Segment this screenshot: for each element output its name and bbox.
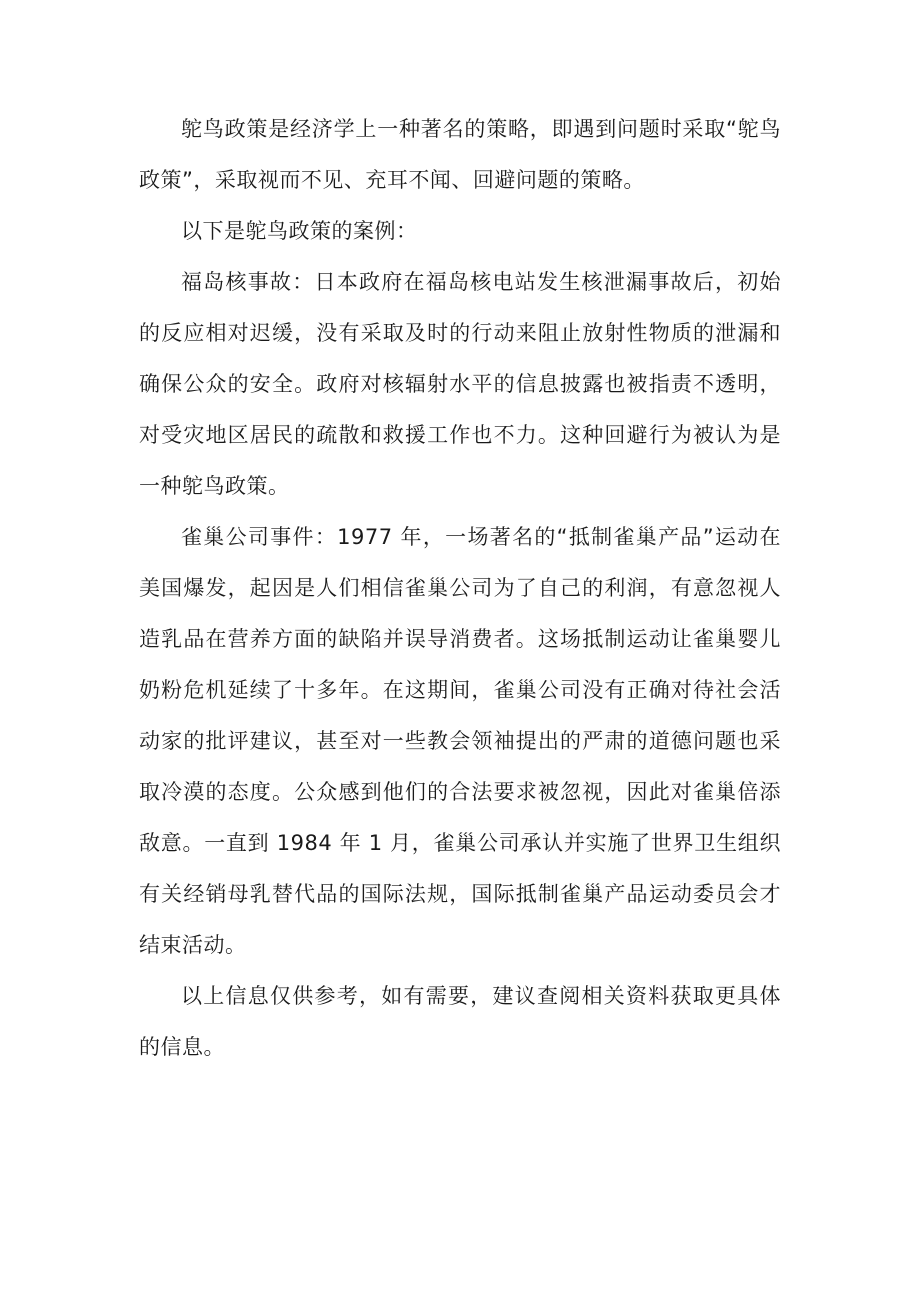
paragraph-disclaimer: 以上信息仅供参考，如有需要，建议查阅相关资料获取更具体的信息。 [139, 984, 781, 1059]
paragraph-nestle: 雀巢公司事件：1977 年，一场著名的“抵制雀巢产品”运动在美国爆发，起因是人们相信雀巢公司为了自己的利润，有意忽视人造乳品在营养方面的缺陷并误导消费者。这场抵制运动让雀巢婴儿奶粉危机延续了十多年。在这期间，雀巢公司没有正确对待社会活动家的批评建议，甚至对一些教会领袖提出的严肃的道德问题也采取冷漠的态度。公众感到他们的合法要求被忽视，因此对雀巢倍添敌意。一直到 1984 年 1 月，雀巢公司承认并实施了世界卫生组织有关经销母乳替代品的国际法规，国际抵制雀巢产品运动委员会才结束活动。 [139, 525, 781, 957]
paragraph-cases-heading: 以下是鸵鸟政策的案例： [181, 219, 418, 243]
paragraph-fukushima: 福岛核事故：日本政府在福岛核电站发生核泄漏事故后，初始的反应相对迟缓，没有采取及时的行动来阻止放射性物质的泄漏和确保公众的安全。政府对核辐射水平的信息披露也被指责不透明，对受灾地区居民的疏散和救援工作也不力。这种回避行为被认为是一种鸵鸟政策。 [139, 270, 781, 498]
document-body [139, 104, 781, 1073]
paragraph-intro: 鸵鸟政策是经济学上一种著名的策略，即遇到问题时采取“鸵鸟政策”，采取视而不见、充耳不闻、回避问题的策略。 [139, 117, 781, 192]
